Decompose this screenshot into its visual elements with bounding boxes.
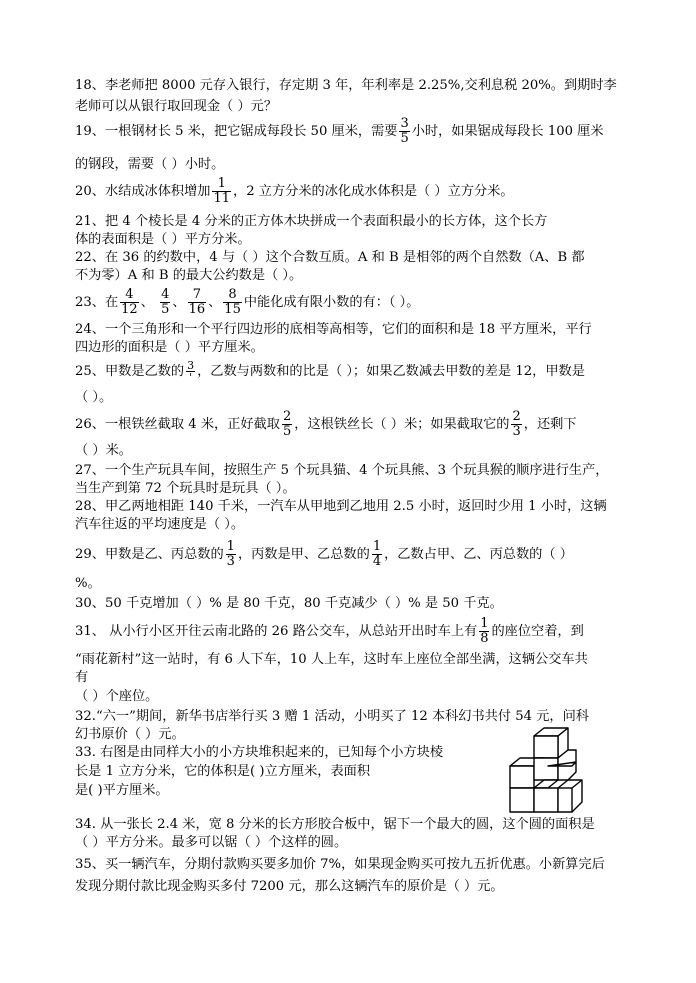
fraction-numerator: 2 [283,409,292,424]
q26-fraction-1 [282,410,292,439]
fraction-numerator: 3 [187,359,195,372]
q19-line1 [75,117,604,146]
q32-line2: 幻书原价（ ）元。 [75,727,185,742]
fraction-numerator: 1 [226,539,235,554]
q29-fraction-1 [226,540,236,569]
fraction-denominator: 11 [213,191,231,206]
q31-line4: （ ）个座位。 [75,689,159,704]
cube-face [534,788,558,812]
q31-line3: 有 [75,670,89,685]
q23-fraction-3 [188,288,207,317]
q24-line1: 24、一个三角形和一个平行四边形的底相等高相等，它们的面积和是 18 平方厘米，平行 [75,322,592,337]
q26-text-b: ，这根铁丝长（ ）米；如果截取它的 [294,417,510,432]
q26-line1 [75,410,577,439]
cube-face [510,788,534,812]
fraction-denominator: 8 [480,631,489,646]
q22-line2: 不为零）A 和 B 的最大公约数是（ ）。 [75,268,303,283]
q23-fraction-2 [160,288,170,317]
cube-face [534,736,558,758]
q23-sep-3: 、 [208,295,222,310]
q20-line1 [75,177,514,206]
fraction-numerator: 1 [372,539,382,554]
q33-line2: 长是 1 立方分米，它的体积是( )立方厘米，表面积 [75,764,371,779]
fraction-numerator: 2 [512,409,521,424]
q19-fraction [399,117,409,146]
q34-line2: （ ）平方分米。最多可以锯（ ）个这样的圆。 [75,835,348,850]
q28-line2: 汽车往返的平均速度是（ ）。 [75,517,245,532]
q29-text-a: 29、甲数是乙、丙总数的 [75,547,224,562]
q26-text-c: ，还剩下 [523,417,577,432]
fraction-denominator: 12 [121,302,138,317]
q25-fraction [186,360,195,383]
q29-line1 [75,540,573,569]
cube-face [534,758,558,780]
q23-sep-2: 、 [172,295,186,310]
q32-line1: 32.“六一”期间，新华书店举行买 3 赠 1 活动，小明买了 12 本科幻书共付 54 元，问科 [75,709,589,724]
q33-line3: 是( )平方厘米。 [75,783,169,798]
q23-fraction-4 [223,288,242,317]
q27-line1: 27、一个生产玩具车间，按照生产 5 个玩具猫、4 个玩具熊、3 个玩具猴的顺序进行生产， [75,463,609,478]
q35-line1: 35、买一辆汽车，分期付款购买要多加价 7%，如果现金购买可按九五折优惠。小新算完后 [75,857,605,872]
q25-line1 [75,360,585,383]
fraction-denominator: 3 [226,554,235,569]
q21-line2: 体的表面积是（ ）平方分米。 [75,232,251,247]
q19-text-a: 19、一根钢材长 5 米，把它锯成每段长 50 厘米，需要 [75,124,398,139]
q31-text-a: 31、 从小行小区开往云南北路的 26 路公交车，从总站开出时车上有 [75,624,478,639]
q18-line1: 18、李老师把 8000 元存入银行，存定期 3 年，年利率是 2.25%,交利息税 20%。到期时李 [75,78,617,93]
q29-fraction-2 [372,540,382,569]
q24-line2: 四边形的面积是（ ）平方厘米。 [75,340,264,355]
fraction-denominator: 4 [372,554,382,569]
fraction-numerator: 1 [212,177,231,192]
q26-fraction-2 [511,410,521,439]
q31-text-b: 的座位空着，到 [491,624,584,639]
q23-sep-1: 、 [140,295,154,310]
q31-fraction [479,617,489,646]
fraction-numerator: 8 [223,288,242,303]
fraction-denominator: 5 [161,302,170,317]
fraction-denominator: 5 [283,424,292,439]
cube-face [558,780,582,812]
fraction-denominator: 3 [512,424,521,439]
q30-line1: 30、50 千克增加（ ）% 是 80 千克，80 千克减少（ ）% 是 50 千克。 [75,596,503,611]
q26-text-a: 26、一根铁丝截取 4 米，正好截取 [75,417,280,432]
fraction-denominator: 16 [188,302,206,317]
cube-face [510,766,534,788]
fraction-numerator: 4 [120,288,139,303]
fraction-denominator: 5 [400,131,409,146]
q20-text-a: 20、水结成冰体积增加 [75,184,211,199]
fraction-numerator: 7 [188,288,207,303]
q34-line1: 34. 从一张长 2.4 米，宽 8 分米的长方形胶合板中，锯下一个最大的圆，这个圆的面积是 [75,817,595,832]
q25-line2: （ ）。 [75,390,113,405]
fraction-numerator: 4 [161,287,170,302]
cube-face [534,780,558,788]
q23-line1 [75,288,419,317]
q33-line1: 33. 右图是由同样大小的小方块堆积起来的，已知每个小方块棱 [75,745,444,760]
q22-line1: 22、在 36 的约数中，4 与（ ）这个合数互质。A 和 B 是相邻的两个自然数（A、B 都 [75,250,585,265]
q19-line2: 的钢段，需要（ ）小时。 [75,157,225,172]
q25-text-a: 25、甲数是乙数的 [75,364,185,379]
q20-fraction [212,177,231,206]
fraction-numerator: 1 [480,616,489,631]
q19-text-b: 小时，如果锯成每段长 100 厘米 [411,124,604,139]
q21-line1: 21、把 4 个棱长是 4 分米的正方体木块拼成一个表面积最小的长方体，这个长方 [75,214,548,229]
fraction-denominator: ' [189,371,193,384]
fraction-numerator: 3 [400,116,409,131]
q23-fraction-1 [120,288,139,317]
q23-text-a: 23、在 [75,295,119,310]
q20-text-b: ，2 立方分米的冰化成水体积是（ ）立方分米。 [233,184,514,199]
q23-text-b: 中能化成有限小数的有：（ ）。 [243,295,420,310]
q27-line2: 当生产到第 72 个玩具时是玩具（ ）。 [75,481,296,496]
q29-text-b: ，丙数是甲、乙总数的 [237,547,370,562]
q35-line2: 发现分期付款比现金购买多付 7200 元，那么这辆汽车的原价是（ ）元。 [75,879,504,894]
q25-text-b: ，乙数与两数和的比是（ ）；如果乙数减去甲数的差是 12，甲数是 [197,364,585,379]
fraction-denominator: 15 [224,302,241,317]
q29-line2: %。 [75,576,101,591]
q31-line2: “雨花新村”这一站时，有 6 人下车，10 人上车，这时车上座位全部坐满，这辆公交车共 [75,652,588,667]
q29-text-c: ，乙数占甲、乙、丙总数的（ ） [384,547,573,562]
q28-line1: 28、甲乙两地相距 140 千米，一汽车从甲地到乙地用 2.5 小时，返回时少用 1 小时，这辆 [75,499,607,514]
q31-line1 [75,617,584,646]
q18-line2: 老师可以从银行取回现金（ ）元？ [75,99,278,114]
q26-line2: （ ）米。 [75,443,132,458]
cube-stack-figure [506,726,584,822]
